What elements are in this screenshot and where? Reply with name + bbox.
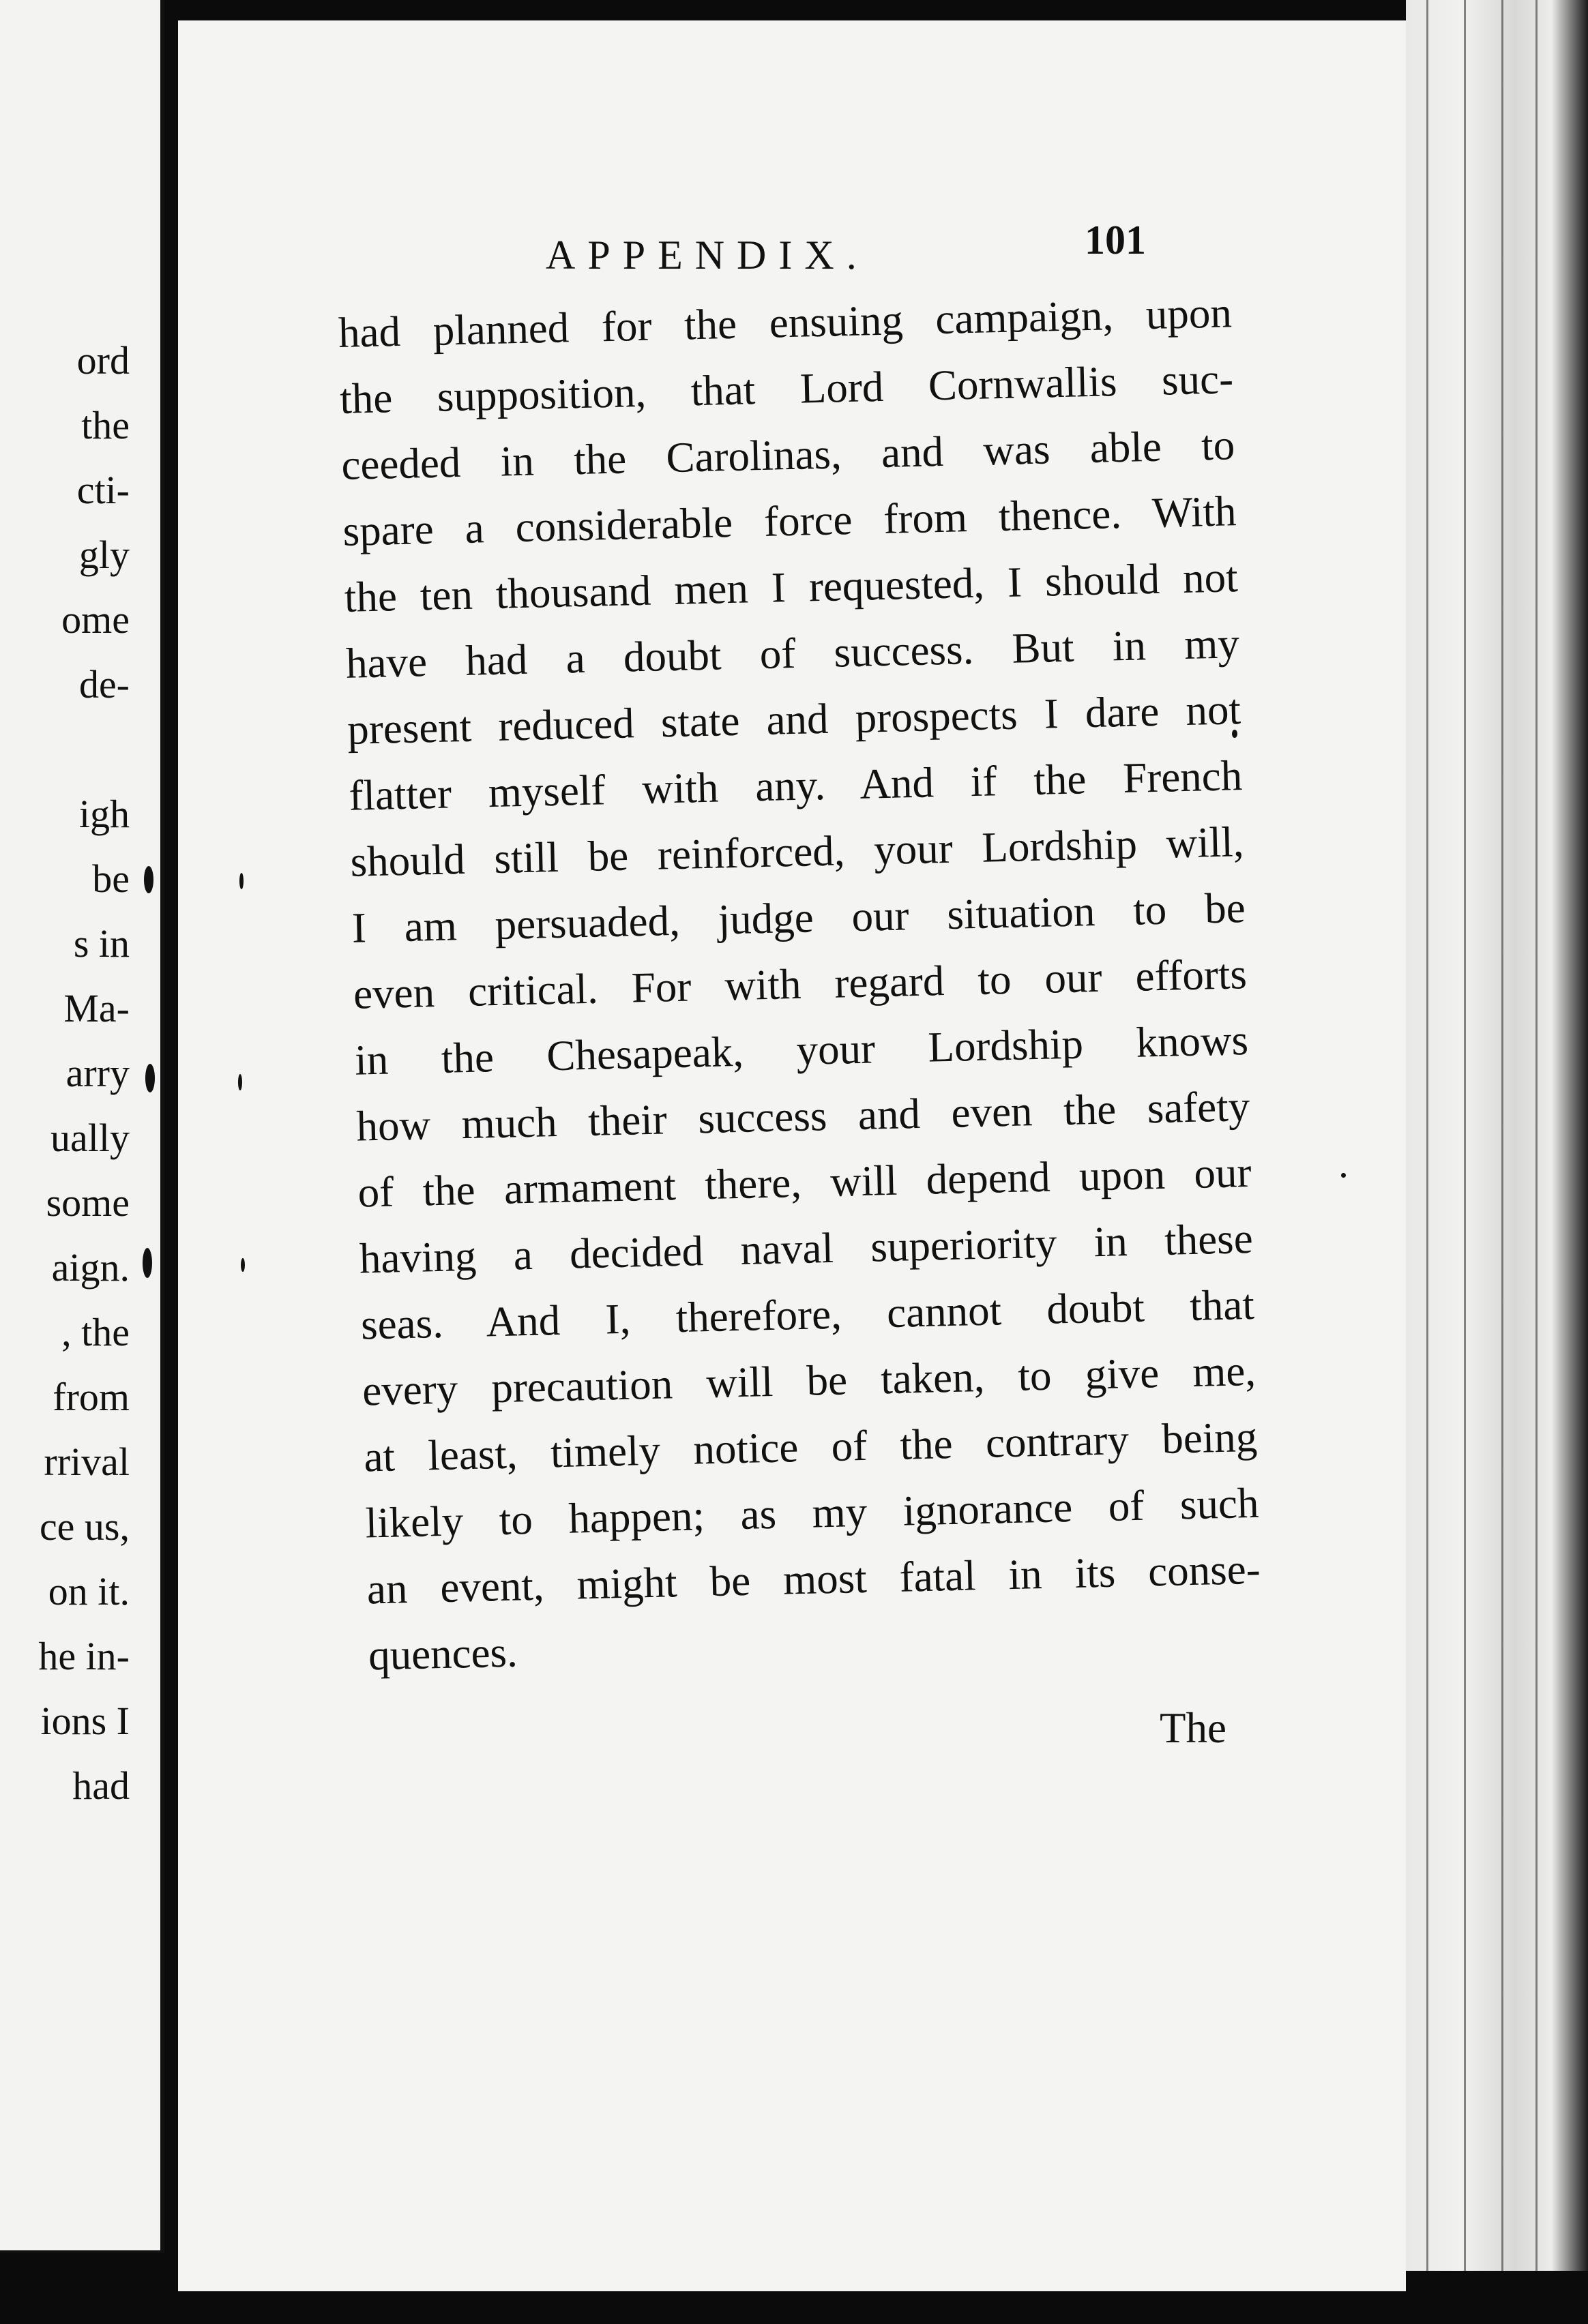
- text-line: quences.: [368, 1628, 518, 1680]
- text-line: present reduced state and prospects I dare not: [347, 685, 1241, 754]
- page-edge: [1406, 0, 1588, 2271]
- ink-speck: [1341, 1173, 1346, 1178]
- ink-speck: [239, 873, 244, 889]
- edge-line: [1535, 0, 1538, 2271]
- left-page-line: he in-: [38, 1634, 130, 1678]
- left-page-line: be: [92, 856, 130, 901]
- text-line: how much their success and even the safety: [355, 1082, 1250, 1150]
- left-page-line: aign.: [51, 1245, 130, 1290]
- left-page-line: ually: [50, 1116, 130, 1160]
- text-line: every precaution will be taken, to give me,: [362, 1346, 1256, 1415]
- left-page-line: from: [53, 1375, 130, 1419]
- ink-speck: [144, 866, 153, 893]
- text-line: an event, might be most fatal in its conse-: [366, 1545, 1261, 1613]
- edge-line: [1501, 0, 1503, 2271]
- left-page-line: rrival: [44, 1440, 130, 1484]
- text-line: should still be reinforced, your Lordship will,: [349, 818, 1245, 886]
- left-page-line: on it.: [48, 1569, 130, 1613]
- text-line: the supposition, that Lord Cornwallis suc-: [339, 355, 1234, 423]
- text-line: at least, timely notice of the contrary being: [363, 1412, 1258, 1481]
- left-page-line: Ma-: [63, 986, 130, 1030]
- left-page-line: had: [72, 1763, 130, 1808]
- left-page-line: ome: [61, 597, 130, 642]
- ink-speck: [145, 1064, 155, 1092]
- text-line: having a decided naval superiority in these: [359, 1214, 1254, 1283]
- left-page-line: ions I: [40, 1699, 130, 1743]
- left-page-line: ce us,: [39, 1504, 130, 1549]
- text-line: I am persuaded, judge our situation to be: [351, 884, 1246, 952]
- ink-speck: [238, 1074, 242, 1090]
- text-line: flatter myself with any. And if the French: [348, 751, 1243, 820]
- ink-speck: [143, 1248, 152, 1278]
- left-page-line: gly: [78, 533, 130, 577]
- left-page-line: , the: [61, 1310, 130, 1354]
- left-page-line: cti-: [76, 468, 130, 512]
- text-line: likely to happen; as my ignorance of such: [364, 1478, 1260, 1547]
- left-page-line: ord: [76, 338, 130, 383]
- text-line: of the armament there, will depend upon our: [357, 1148, 1252, 1217]
- text-line: have had a doubt of success. But in my: [345, 619, 1240, 687]
- page-number: 101: [1085, 218, 1146, 263]
- left-page-line: igh: [78, 792, 130, 836]
- text-line: had planned for the ensuing campaign, upon: [338, 288, 1233, 357]
- text-line: seas. And I, therefore, cannot doubt that: [360, 1280, 1255, 1349]
- text-line: the ten thousand men I requested, I should not: [344, 553, 1239, 621]
- left-page-line: s in: [73, 921, 130, 966]
- scan-bottom-border: [0, 2291, 1588, 2324]
- text-line: ceeded in the Carolinas, and was able to: [340, 421, 1235, 489]
- left-page-line: the: [81, 403, 130, 447]
- left-page-line: de-: [78, 662, 130, 706]
- body-text: [338, 280, 1263, 1688]
- running-head: APPENDIX.: [546, 233, 869, 278]
- edge-line: [1426, 0, 1428, 2271]
- book-gutter: [164, 0, 178, 2324]
- left-page-line: arry: [65, 1051, 130, 1095]
- left-page-fragment: [0, 0, 164, 2253]
- text-line: even critical. For with regard to our efforts: [353, 950, 1248, 1018]
- text-line: in the Chesapeak, your Lordship knows: [354, 1016, 1249, 1084]
- catchword: The: [1160, 1704, 1226, 1752]
- edge-line: [1464, 0, 1466, 2271]
- text-line: spare a considerable force from thence. With: [342, 487, 1237, 555]
- left-page-line: some: [46, 1180, 130, 1225]
- ink-speck: [241, 1258, 245, 1272]
